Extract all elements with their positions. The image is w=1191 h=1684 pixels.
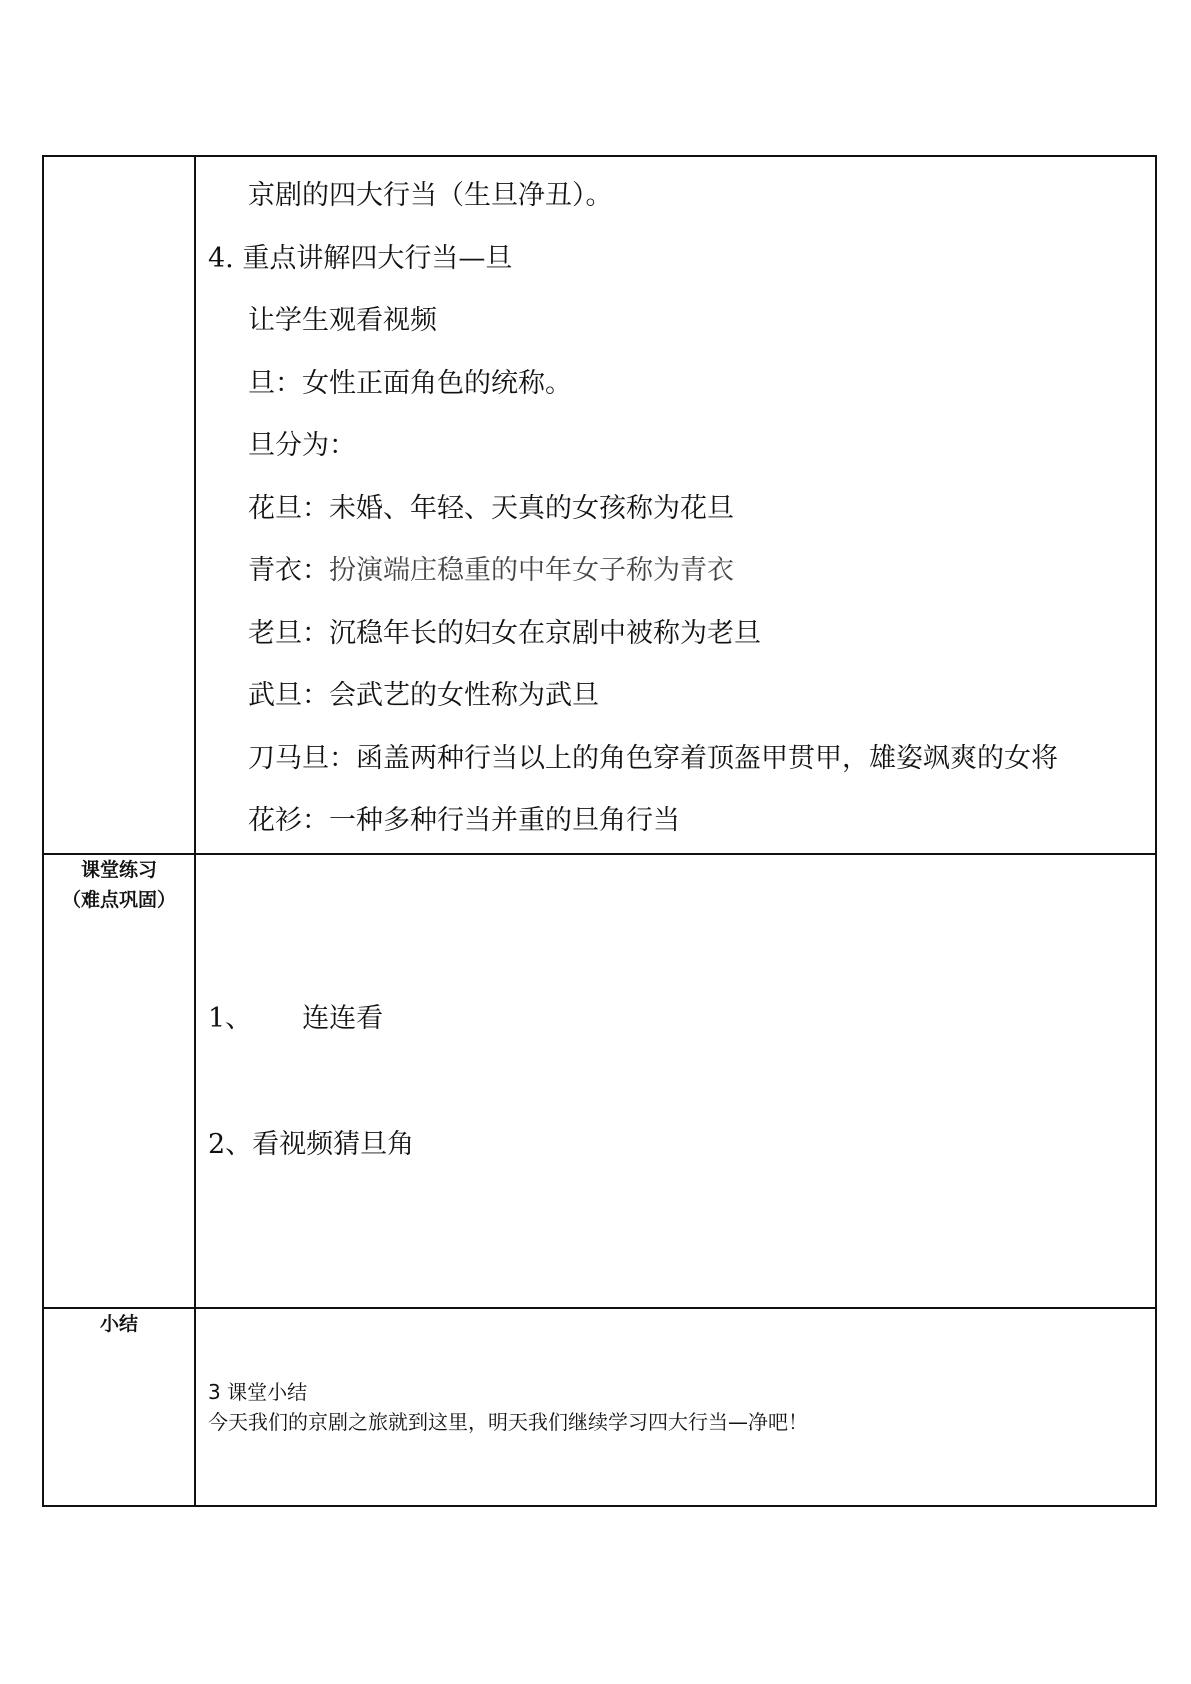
item-text: 连连看: [302, 1002, 384, 1034]
exercise-item: [208, 999, 1143, 1039]
table-row: [43, 156, 1156, 854]
text-line: 旦分为：: [248, 430, 356, 461]
exercise-cell: [195, 854, 1156, 1308]
text-line: 老旦：沉稳年长的妇女在京剧中被称为老旦: [248, 617, 761, 649]
table-row: [43, 854, 1156, 1308]
text-line: 刀马旦：函盖两种行当以上的角色穿着顶盔甲贯甲，雄姿飒爽的女将: [248, 742, 1058, 774]
item-number: 1、: [208, 1002, 253, 1034]
summary-text: 今天我们的京剧之旅就到这里，明天我们继续学习四大行当—净吧！: [208, 1409, 808, 1434]
text-line: 花旦：未婚、年轻、天真的女孩称为花旦: [248, 492, 734, 524]
summary-cell: [195, 1308, 1156, 1506]
text-line: 旦：女性正面角色的统称。: [248, 367, 572, 399]
role-name: 青衣：: [248, 555, 329, 586]
teaching-content-cell: [195, 156, 1156, 854]
row-label-summary: 小结: [43, 1308, 195, 1506]
text-line: 武旦：会武艺的女性称为武旦: [248, 680, 599, 711]
text-line: [208, 540, 1143, 603]
summary-heading: 3 课堂小结: [208, 1379, 308, 1404]
text-line: 让学生观看视频: [248, 305, 437, 336]
exercise-item: 2、看视频猜旦角: [208, 1128, 415, 1160]
row-label-exercise: [43, 854, 195, 1308]
row-label-empty: [43, 156, 195, 854]
table-row: [43, 1308, 1156, 1506]
role-description: 扮演端庄稳重的中年女子称为青衣: [329, 555, 734, 586]
lesson-plan-table: [42, 155, 1157, 1507]
step-heading: 4. 重点讲解四大行当—旦: [208, 242, 513, 274]
label-line: （难点巩固）: [61, 888, 176, 911]
text-line: 京剧的四大行当（生旦净丑）。: [248, 180, 613, 211]
text-line: 花衫：一种多种行当并重的旦角行当: [248, 805, 680, 836]
label-line: 课堂练习: [80, 858, 157, 881]
